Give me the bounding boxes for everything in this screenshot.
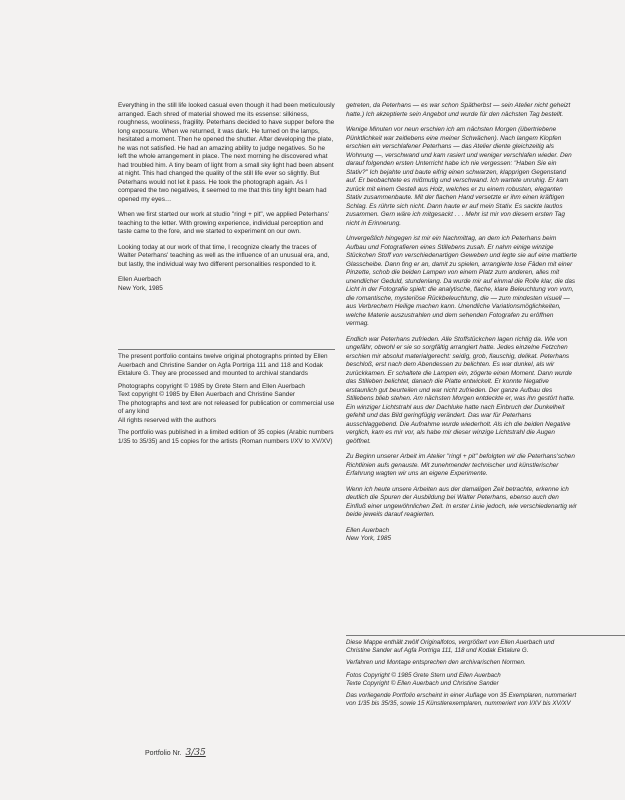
- german-colophon: [346, 639, 578, 712]
- german-colophon-2: Verfahren und Montage entsprechen den archivarischen Normen.: [346, 659, 526, 667]
- english-signature: Ellen Auerbach New York, 1985: [118, 276, 163, 292]
- german-paragraph-3: Unvergeßlich hingegen ist mir ein Nachmittag, an dem ich Peterhans beim Aufbau und Fotografieren eines Stillebens zusah. Er nahm einige winzige Stückchen Stoff von verschiedenartigen Geweben und legte sie auf eine mattierte Glasscheibe. Dann fing er an, damit zu spielen, arrangierte lose Fäden mit einer Pinzette, schob die beiden Lampen von einem Platz zum anderen, alles mit unendlicher Geduld, stundenlang. Da wurde mir auf einmal die Rolle klar, die das Licht in der Fotografie spielt: die analytische, flache, klare Beleuchtung von vorn, die romantische, mysteriöse Rückbeleuchtung, die — zum mindesten visuell — aus Verbrechern Heilige machen kann. Unendliche Variationsmöglichkeiten, welche Materie auszustrahlen und dem sehenden Fotografen zu eröffnen vermag.: [346, 235, 577, 327]
- english-colophon-2: Photographs copyright © 1985 by Grete Stern and Ellen Auerbach Text copyright © 1985 by Ellen Auerbach and Christine Sander The photographs and text are not released for publication or commercial use of any kind All rights reserved with the authors: [118, 382, 335, 424]
- german-paragraph-4: Endlich war Peterhans zufrieden. Alle Stoffstückchen lagen richtig da. Wie von ungefähr, obwohl er sie so sorgfältig arrangiert hatte. Jedes einzelne Fetzchen erschien mir absolut materialgerecht: seidig, grob, flauschig, delikat. Peterhans beschloß, erst nach dem Abendessen zu belichten. Es war dunkel, als wir zurückkamen. Er schaltete die Lampen ein, zögerte einen Moment. Dann wurde das Stilleben belichtet, danach die Platte entwickelt. Er konnte Negative erstaunlich gut beurteilen und war nicht zufrieden. Der ganze Aufbau des Stillebens blieb stehen. Am nächsten Morgen entdeckte er, was ihn gestört hatte. Ein winziger Lichtstrahl aus der Dachluke hatte nach Einbruch der Dunkelheit gefehlt und das Bild geringfügig verändert. Das war für Peterhans ausschlaggebend. Die Aufnahme wurde wiederholt. Als ich die beiden Negative verglich, kam es mir vor, als habe mir dieser winzige Lichtstrahl die Augen geöffnet.: [346, 335, 575, 445]
- german-paragraph-5: Zu Beginn unserer Arbeit im Atelier "ringl + pit" befolgten wir die Peterhans'schen Richtlinien aufs genauste. Mit zunehmender technischer und künstlerischer Erfahrung wagten wir uns an eigene Experimente.: [346, 453, 575, 477]
- german-paragraph-1: getreten, da Peterhans — es war schon Spätherbst — sein Atelier nicht geheizt hatte.) Ich akzeptierte sein Angebot und wurde für den nächsten Tag bestellt.: [346, 102, 571, 118]
- portfolio-number: [145, 748, 206, 758]
- german-colophon-1: Diese Mappe enthält zwölf Originalfotos, vergrößert von Ellen Auerbach und Christine Sander auf Agfa Portriga 111, 118 und Kodak Ektalure G.: [346, 639, 555, 655]
- english-colophon-3: The portfolio was published in a limited edition of 35 copies (Arabic numbers 1/35 to 35/35) and 15 copies for the artists (Roman numbers I/XV to XV/XV): [118, 429, 334, 445]
- english-divider: [118, 349, 335, 350]
- english-paragraph-3: Looking today at our work of that time, I recognize clearly the traces of Walter Peterhans' teaching as well as the influence of an unusual era, and, but lastly, the individual way two different personalities responded to it.: [118, 243, 330, 268]
- german-signature: Ellen Auerbach New York, 1985: [346, 526, 391, 542]
- english-colophon-1: The present portfolio contains twelve original photographs printed by Ellen Auerbach and Christine Sander on Agfa Portriga 111 and 118 and Kodak Ektalure G. They are processed and mounted to archival standards: [118, 353, 328, 377]
- german-colophon-4: Das vorliegende Portfolio erscheint in einer Auflage von 35 Exemplaren, nummeriert von 1/35 bis 35/35, sowie 15 Künstlerexemplaren, nummeriert von I/XV bis XV/XV: [346, 692, 577, 708]
- english-paragraph-1: Everything in the still life looked casual even though it had been meticulously arranged. Each shred of material showed me its essense: silkiness, roughness, wooliness, fragility. Peterhans decided to have supper before the long exposure. When we returned, it was dark. He turned on the lamps, hesitated a moment. Then he opened the shutter. After developing the plate, he was not satisfied. He had an amazing ability to judge negatives. So he left the whole arrangement in place. The next morning he discovered what had troubled him. A tiny beam of light from a small sky light had been absent at night. This had changed the quality of the still life ever so slightly. But Peterhans would not let it pass. He took the photograph again. As I compared the two negatives, it seemed to me that this tiny light beam had opened my eyes…: [118, 102, 335, 203]
- portfolio-number-value: 3/35: [185, 748, 206, 758]
- portfolio-number-label: Portfolio Nr.: [145, 750, 182, 757]
- german-text-column: [346, 102, 578, 551]
- german-divider: [346, 635, 625, 636]
- english-colophon: [118, 353, 335, 450]
- english-text-column: [118, 102, 335, 300]
- german-colophon-3: Fotos Copyright © 1985 Grete Stern und Ellen Auerbach Texte Copyright © Ellen Auerbach und Christine Sander: [346, 671, 501, 687]
- german-paragraph-6: Wenn ich heute unsere Arbeiten aus der damaligen Zeit betrachte, erkenne ich deutlich die Spuren der Ausbildung bei Walter Peterhans, ebenso auch den Einfluß einer ungewöhnlichen Zeit. In erster Linie jedoch, wie verschiedenartig wir beide jeweils darauf reagierten.: [346, 485, 577, 518]
- german-paragraph-2: Wenige Minuten vor neun erschien ich am nächsten Morgen (übertriebene Pünktlichkeit war zeitlebens eine meiner Schwächen). Nach langem Klopfen erschien ein verschlafener Peterhans — das Atelier diente gleichzeitig als Wohnung —, verschwand und kam rasiert und weniger verschlafen wieder. Den darauf folgenden ersten Unterricht habe ich nie vergessen: "Haben Sie ein Stativ?" Ich bejahte und baute eifrig einen schwarzen, klapprigen Gegenstand auf. Er beobachtete es mißmutig und verschwand. Ich wartete unruhig. Er kam zurück mit einem Gestell aus Holz, welches er zu einem robusten, eleganten Stativ zusammenbaute. Mit der flachen Hand versetzte er ihm einen kräftigen Schlag. Es rührte sich nicht. Dann haute er auf mein Stativ. Es sackte lautlos zusammen. Gern wäre ich mitgesackt . . . Mehr ist mir von diesem ersten Tag nicht in Erinnerung.: [346, 126, 572, 227]
- english-paragraph-2: When we first started our work at studio "ringl + pit", we applied Peterhans' teaching to the letter. With growing experience, individual perception and taste came to the fore, and we started to experiment on our own.: [118, 211, 329, 235]
